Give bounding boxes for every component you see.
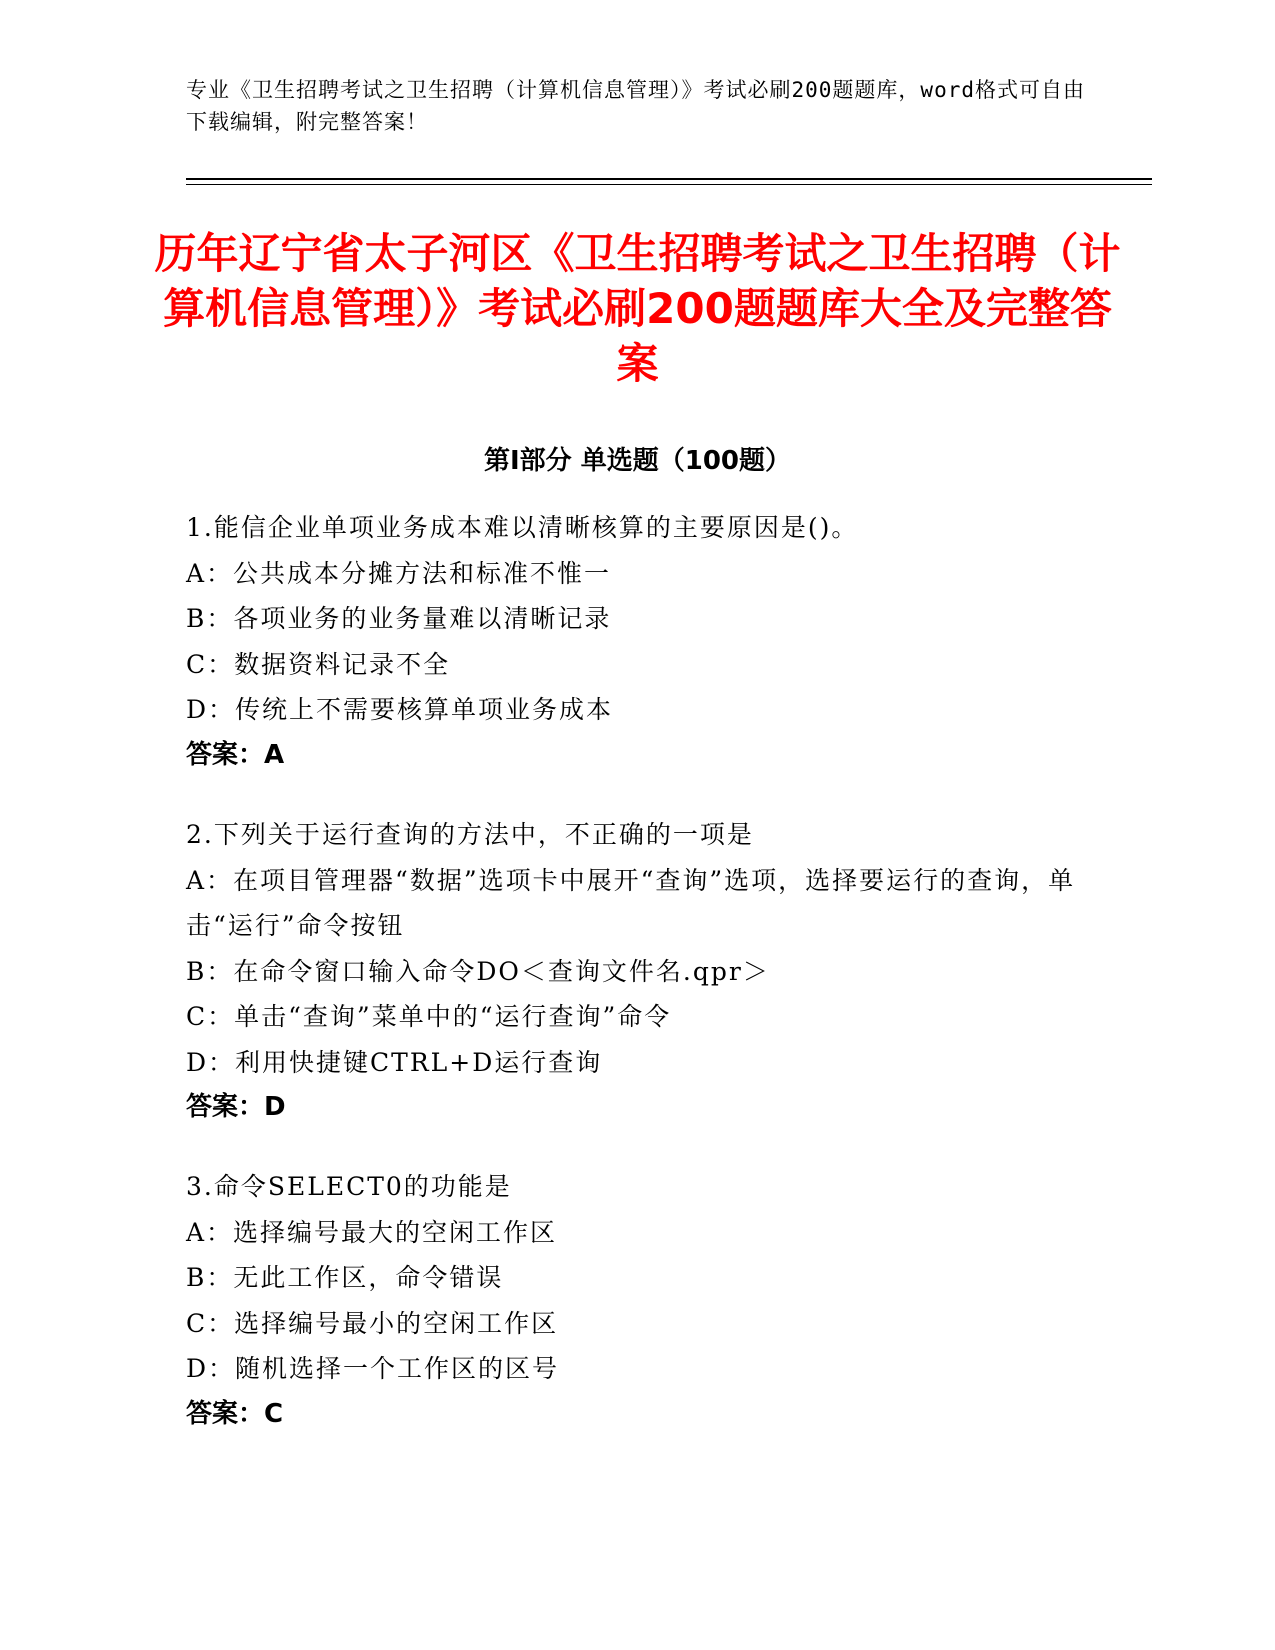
question-block-3 — [186, 1164, 1086, 1437]
option-b: B：各项业务的业务量难以清晰记录 — [186, 604, 612, 633]
answer-label: 答案：C — [186, 1398, 284, 1429]
option-c: C：数据资料记录不全 — [186, 649, 451, 679]
question-stem: 1.能信企业单项业务成本难以清晰核算的主要原因是()。 — [186, 513, 859, 542]
answer-label: 答案：A — [186, 739, 285, 770]
option-c: C：单击“查询”菜单中的“运行查询”命令 — [186, 1002, 672, 1031]
question-stem: 2.下列关于运行查询的方法中，不正确的一项是 — [186, 820, 754, 849]
section-title: 第Ⅰ部分 单选题（100题） — [484, 446, 791, 476]
option-d: D：随机选择一个工作区的区号 — [186, 1354, 560, 1383]
option-c: C：选择编号最小的空闲工作区 — [186, 1308, 559, 1338]
option-a: A：公共成本分摊方法和标准不惟一 — [186, 558, 612, 588]
document-title: 历年辽宁省太子河区《卫生招聘考试之卫生招聘（计算机信息管理）》考试必刷200题题库大全及完整答案 — [154, 229, 1121, 388]
option-d: D：传统上不需要核算单项业务成本 — [186, 695, 614, 724]
header-divider-thick — [186, 178, 1152, 180]
option-b: B：无此工作区，命令错误 — [186, 1263, 504, 1292]
option-d: D：利用快捷键CTRL+D运行查询 — [186, 1047, 603, 1077]
option-a: A：选择编号最大的空闲工作区 — [186, 1217, 558, 1247]
question-stem: 3.命令SELECT0的功能是 — [186, 1172, 512, 1201]
question-block-1 — [186, 505, 1086, 778]
header-note: 专业《卫生招聘考试之卫生招聘（计算机信息管理）》考试必刷200题题库，word格式可自由下载编辑，附完整答案！ — [186, 78, 1085, 134]
answer-label: 答案：D — [186, 1092, 286, 1122]
option-b: B：在命令窗口输入命令DO＜查询文件名.qpr＞ — [186, 956, 770, 986]
question-block-2 — [186, 812, 1086, 1131]
header-divider-thin — [186, 184, 1152, 185]
option-a: A：在项目管理器“数据”选项卡中展开“查询”选项，选择要运行的查询，单击“运行”命令按钮 — [186, 865, 1076, 940]
